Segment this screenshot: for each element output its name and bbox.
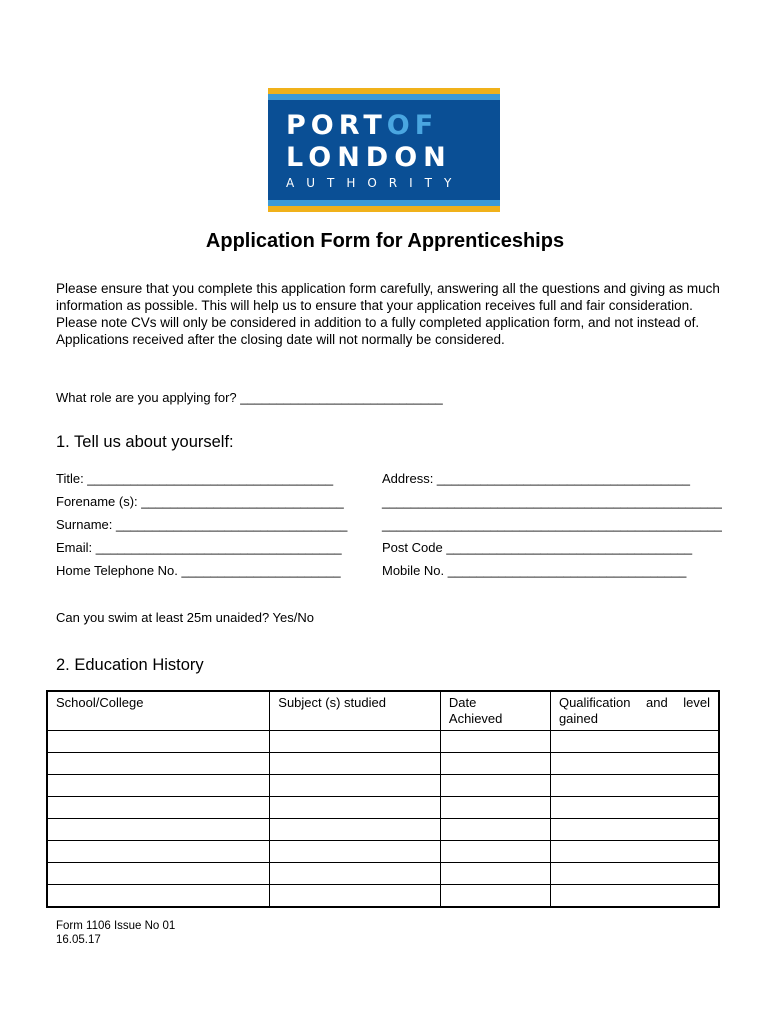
education-history-table [46, 690, 720, 908]
post-code-field[interactable]: Post Code __________________________________ [382, 540, 693, 555]
intro-paragraph: Please ensure that you complete this application form carefully, answering all the questions and giving as much information as possible. This will help us to ensure that your application receives full and fair consideration. Please note CVs will only be considered in addition to a fully completed application form, and not instead of. Applications received after the closing date will not normally be considered. [56, 281, 720, 347]
logo-line-authority: AUTHORITY [286, 176, 464, 190]
table-header-row [47, 691, 719, 731]
form-footer [56, 919, 175, 947]
table-cell[interactable] [47, 797, 270, 819]
table-cell[interactable] [440, 731, 550, 753]
column-header-date: Date Achieved [440, 691, 550, 731]
table-cell[interactable] [550, 775, 719, 797]
address-field-line-1[interactable]: Address: ___________________________________ [382, 471, 690, 486]
table-cell[interactable] [440, 885, 550, 908]
role-question-field[interactable]: What role are you applying for? ____________________________ [56, 390, 443, 405]
logo-line-port-of: PORTOF [286, 110, 439, 141]
logo-gold-stripe-bottom [268, 206, 500, 212]
table-cell[interactable] [440, 863, 550, 885]
table-cell[interactable] [47, 863, 270, 885]
table-cell[interactable] [550, 797, 719, 819]
table-cell[interactable] [270, 841, 441, 863]
address-field-line-3[interactable]: _______________________________________________ [382, 517, 722, 532]
form-date: 16.05.17 [56, 934, 101, 946]
page-title: Application Form for Apprenticeships [205, 230, 565, 252]
forename-field[interactable]: Forename (s): ____________________________ [56, 494, 344, 509]
logo-line-london: LONDON [286, 142, 452, 173]
section-1-heading: 1. Tell us about yourself: [56, 433, 234, 451]
table-cell[interactable] [440, 841, 550, 863]
table-row [47, 841, 719, 863]
table-cell[interactable] [270, 775, 441, 797]
title-field[interactable]: Title: __________________________________ [56, 471, 334, 486]
table-cell[interactable] [47, 753, 270, 775]
table-cell[interactable] [270, 863, 441, 885]
table-cell[interactable] [47, 885, 270, 908]
address-field-line-2[interactable]: _______________________________________________ [382, 494, 722, 509]
port-of-london-authority-logo [268, 88, 500, 212]
table-cell[interactable] [440, 797, 550, 819]
table-cell[interactable] [550, 863, 719, 885]
section-2-heading: 2. Education History [56, 656, 204, 674]
table-cell[interactable] [47, 841, 270, 863]
table-row [47, 731, 719, 753]
table-row [47, 775, 719, 797]
swim-question[interactable]: Can you swim at least 25m unaided? Yes/No [56, 610, 314, 625]
table-row [47, 885, 719, 908]
table-cell[interactable] [550, 731, 719, 753]
column-header-school: School/College [47, 691, 270, 731]
table-cell[interactable] [47, 819, 270, 841]
table-cell[interactable] [270, 885, 441, 908]
form-issue-number: Form 1106 Issue No 01 [56, 920, 176, 932]
email-field[interactable]: Email: __________________________________ [56, 540, 342, 555]
column-header-qualification: Qualification and level gained [550, 691, 719, 731]
table-cell[interactable] [270, 797, 441, 819]
table-cell[interactable] [47, 775, 270, 797]
surname-field[interactable]: Surname: ________________________________ [56, 517, 348, 532]
table-cell[interactable] [440, 753, 550, 775]
table-cell[interactable] [550, 885, 719, 908]
home-telephone-field[interactable]: Home Telephone No. ______________________ [56, 563, 341, 578]
table-cell[interactable] [270, 731, 441, 753]
table-cell[interactable] [440, 775, 550, 797]
table-cell[interactable] [270, 819, 441, 841]
column-header-subject: Subject (s) studied [270, 691, 441, 731]
mobile-number-field[interactable]: Mobile No. _________________________________ [382, 563, 687, 578]
table-row [47, 819, 719, 841]
table-cell[interactable] [440, 819, 550, 841]
table-row [47, 753, 719, 775]
table-cell[interactable] [550, 841, 719, 863]
table-cell[interactable] [47, 731, 270, 753]
table-cell[interactable] [550, 819, 719, 841]
logo-blue-stripe-top [268, 94, 500, 100]
table-row [47, 863, 719, 885]
table-row [47, 797, 719, 819]
table-cell[interactable] [550, 753, 719, 775]
table-cell[interactable] [270, 753, 441, 775]
